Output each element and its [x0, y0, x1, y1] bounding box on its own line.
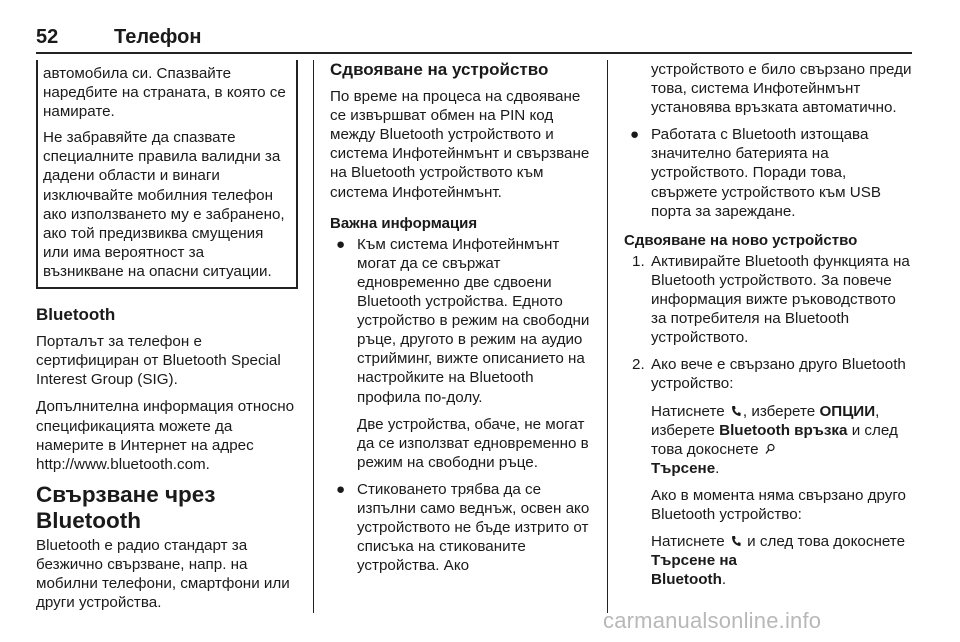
bullet-text: Стиковането трябва да се изпълни само веднъж, освен ако устройството не бъде изтрито от списъка на стикованите устройства. Ако	[357, 480, 590, 575]
bullet: ●	[336, 480, 346, 498]
bullet-text: Работата с Bluetooth изтощава значително батерията на устройството. Поради това, свържете устройството към USB порта за зареждане.	[651, 126, 882, 220]
bullet-text: Към система Инфотейнмънт могат да се свържат едновременно две сдвоени Bluetooth устройства. Едното устройство в режим на свободни ръце, другото в режим на аудио стрийминг, вижте описанието на настройките на Bluetooth профила по-долу.	[357, 235, 590, 406]
phone-icon	[731, 405, 741, 417]
list-item	[624, 125, 914, 220]
list-item	[624, 252, 914, 347]
bullet: ●	[336, 235, 346, 253]
step-text: Ако вече е свързано друго Bluetooth устройство:	[651, 356, 906, 393]
column-2	[330, 60, 600, 583]
warning-text-2: Не забравяйте да спазвате специалните правила валидни за дадени области и винаги изключвайте мобилния телефон ако използването му е забранено, ако той предизвиква смущения или има вероятност за възникване на опасни ситуации.	[43, 129, 285, 280]
heading-bluetooth: Bluetooth	[36, 305, 116, 325]
step-number: 2.	[632, 356, 645, 374]
list-item	[330, 480, 600, 575]
column-3	[624, 60, 914, 597]
phone-icon	[731, 535, 741, 547]
page-title: Телефон	[114, 26, 202, 48]
step-text: Ако в момента няма свързано друго Bluetooth устройство:	[651, 486, 907, 523]
heading-bluetooth-connection: Свързване чрез Bluetooth	[36, 481, 216, 533]
list-item-continued	[624, 60, 914, 117]
options-label: ОПЦИИ	[819, 402, 876, 420]
heading-pair-new-device: Сдвояване на ново устройство	[624, 231, 858, 249]
column-divider-2	[607, 60, 608, 613]
column-1	[36, 60, 298, 620]
warning-text-1: автомобила си. Спазвайте наредбите на страната, в която се намирате.	[43, 65, 286, 121]
column-divider-1	[313, 60, 314, 613]
warning-box	[36, 60, 298, 289]
bullet-text: Две устройства, обаче, не могат да се използват едновременно в режим на свободни ръце.	[357, 415, 589, 471]
paragraph: Порталът за телефон е сертифициран от Bluetooth Special Interest Group (SIG).	[36, 333, 281, 389]
bluetooth-connection-label: Bluetooth връзка	[719, 421, 848, 439]
search-label: Търсене	[651, 459, 716, 477]
step-text: Активирайте Bluetooth функцията на Bluetooth устройството. За повече информация вижте ръководството за потребителя на Bluetooth устройството.	[651, 252, 910, 347]
paragraph: По време на процеса на сдвояване се извършват обмен на PIN код между Bluetooth устройството и система Инфотейнмънт и свързване на Bluetooth устройството към система Инфотейнмънт.	[330, 88, 590, 201]
paragraph: Допълнителна информация относно спецификацията можете да намерите в Интернет на адрес http://www.bluetooth.com.	[36, 398, 295, 473]
search-icon	[765, 443, 775, 455]
list-item	[624, 355, 914, 589]
step-number: 1.	[632, 252, 645, 270]
bluetooth-label: Bluetooth	[651, 571, 722, 589]
watermark: carmanualsonline.info	[603, 608, 822, 633]
bullet-text: устройството е било свързано преди това, система Инфотейнмънт установява връзката автоматично.	[651, 61, 912, 117]
bullet: ●	[630, 126, 640, 144]
heading-important-info: Важна информация	[330, 214, 478, 232]
step-text: Натиснете , изберете ОПЦИИ, изберете Bluetooth връзка и след това докоснете Търсене.	[651, 402, 898, 477]
search-on-label: Търсене на	[651, 552, 737, 570]
header-rule	[36, 52, 912, 54]
list-item	[330, 235, 600, 472]
paragraph: Bluetooth е радио стандарт за безжично свързване, напр. на мобилни телефони, смартфони или други устройства.	[36, 536, 290, 612]
step-text: Натиснете и след това докоснете Търсене на Bluetooth.	[651, 533, 906, 589]
page-number: 52	[36, 26, 59, 48]
heading-pairing: Сдвояване на устройство	[330, 60, 549, 79]
